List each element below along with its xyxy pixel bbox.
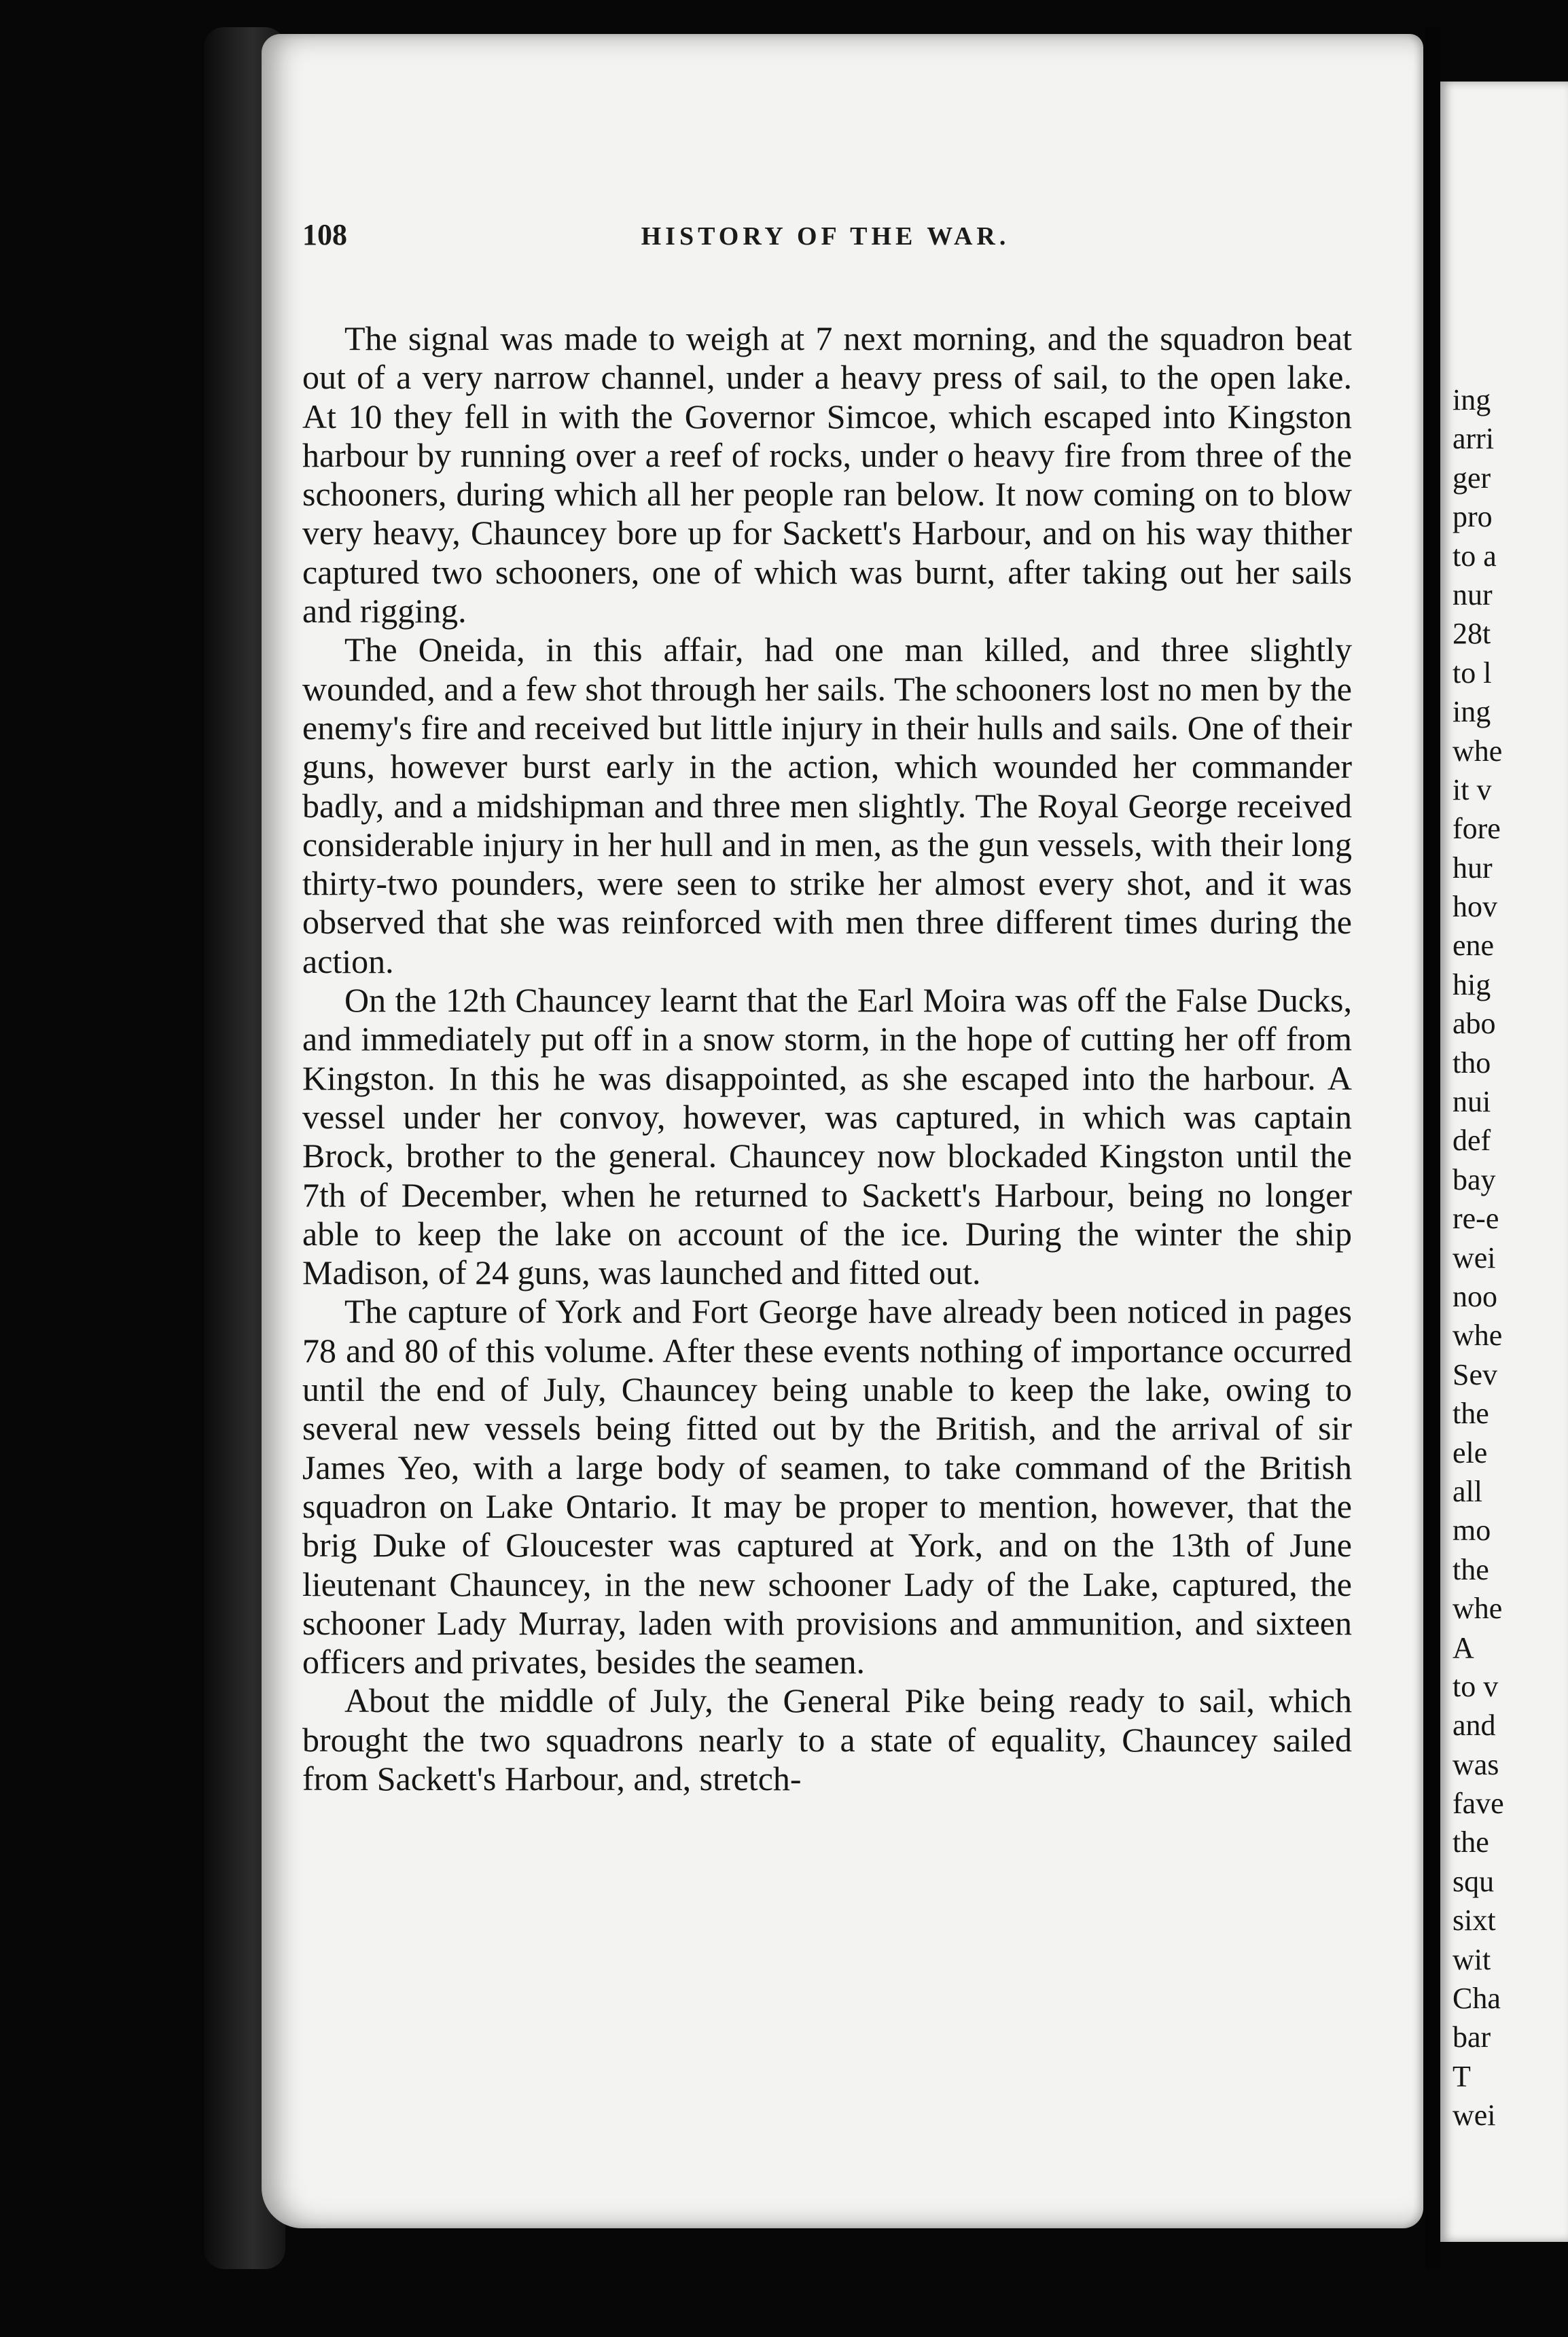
facing-page-line: to v <box>1453 1669 1499 1703</box>
facing-page-line: it v <box>1453 772 1492 806</box>
facing-page-line: wei <box>1453 1241 1496 1274</box>
facing-page-line: fave <box>1453 1787 1504 1821</box>
page-gutter <box>1425 27 1440 2269</box>
facing-page-line: ger <box>1453 461 1491 495</box>
page-header <box>302 217 1349 265</box>
facing-page-line: to a <box>1453 539 1497 573</box>
left-page <box>262 34 1423 2228</box>
facing-page-line: T <box>1453 2059 1471 2093</box>
facing-page-line: ene <box>1453 929 1495 963</box>
page-number: 108 <box>302 218 347 251</box>
facing-page-line: hov <box>1453 890 1497 924</box>
facing-page-line: hig <box>1453 967 1491 1001</box>
paragraph: The capture of York and Fort George have already been noticed in pages 78 and 80 of this volume. After these events nothing of importance occurred until the end of July, Chauncey being unable to keep the lake, owing to several new vessels being fitted out by the British, and the arrival of sir James Yeo, with a large body of seamen, to take command of the British squadron on Lake Ontario. It may be proper to mention, however, that the brig Duke of Gloucester was captured at York, and on the 13th of June lieutenant Chauncey, in the new schooner Lady of the Lake, captured, the schooner Lady Murray, laden with provisions and ammunition, and sixteen officers and privates, besides the seamen. <box>302 1292 1352 1681</box>
facing-page-line: bar <box>1453 2020 1491 2054</box>
facing-page-line: ele <box>1453 1435 1488 1469</box>
facing-page-line: whe <box>1453 1592 1503 1626</box>
facing-page-line: ing <box>1453 383 1491 416</box>
facing-page-line: sixt <box>1453 1904 1496 1938</box>
facing-page-text <box>1453 380 1568 2135</box>
facing-page-line: pro <box>1453 500 1493 534</box>
facing-page-line: the <box>1453 1397 1489 1431</box>
facing-page-line: A <box>1453 1630 1474 1664</box>
facing-page-line: squ <box>1453 1864 1495 1898</box>
facing-page-line: the <box>1453 1552 1489 1586</box>
facing-page-line: noo <box>1453 1279 1497 1313</box>
page-body <box>302 319 1352 1798</box>
facing-page-line: and <box>1453 1709 1496 1743</box>
facing-page-line: all <box>1453 1474 1482 1508</box>
facing-page-line: bay <box>1453 1162 1496 1196</box>
running-head: HISTORY OF THE WAR. <box>641 222 1010 251</box>
facing-page-line: to l <box>1453 656 1492 690</box>
facing-page-line: hur <box>1453 851 1493 885</box>
paragraph: On the 12th Chauncey learnt that the Earl Moira was off the False Ducks, and immediately put off in a snow storm, in the hope of cutting her off from Kingston. In this he was disappointed, as she escaped into the harbour. A vessel under her convoy, however, was captured, in which was captain Brock, brother to the general. Chauncey now blockaded Kingston until the 7th of December, when he returned to Sackett's Harbour, being no longer able to keep the lake on account of the ice. During the winter the ship Madison, of 24 guns, was launched and fitted out. <box>302 981 1352 1292</box>
facing-page-line: def <box>1453 1124 1491 1158</box>
facing-page-line: was <box>1453 1747 1499 1781</box>
facing-page-line: fore <box>1453 812 1501 846</box>
facing-page-line: abo <box>1453 1007 1496 1041</box>
paragraph: About the middle of July, the General Pike being ready to sail, which brought the two squadrons nearly to a state of equality, Chauncey sailed from Sackett's Harbour, and, stretch- <box>302 1681 1352 1798</box>
facing-page-line: mo <box>1453 1514 1491 1548</box>
facing-page-line: ing <box>1453 695 1491 729</box>
facing-page-line: the <box>1453 1825 1489 1859</box>
facing-page-edge <box>1440 82 1568 2242</box>
facing-page-line: tho <box>1453 1046 1491 1080</box>
facing-page-line: arri <box>1453 422 1495 456</box>
facing-page-line: nui <box>1453 1085 1491 1119</box>
facing-page-line: whe <box>1453 1319 1503 1353</box>
facing-page-line: nur <box>1453 577 1493 611</box>
facing-page-line: Cha <box>1453 1982 1501 2016</box>
facing-page-line: re-e <box>1453 1202 1499 1236</box>
paragraph: The Oneida, in this affair, had one man killed, and three slightly wounded, and a few shot through her sails. The schooners lost no men by the enemy's fire and received but little injury in their hulls and sails. One of their guns, however burst early in the action, which wounded her commander badly, and a midshipman and three men slightly. The Royal George received considerable injury in her hull and in men, as the gun vessels, with their long thirty-two pounders, were seen to strike her almost every shot, and it was observed that she was reinforced with men three different times during the action. <box>302 630 1352 980</box>
facing-page-line: 28t <box>1453 617 1491 651</box>
paragraph: The signal was made to weigh at 7 next morning, and the squadron beat out of a very narrow channel, under a heavy press of sail, to the open lake. At 10 they fell in with the Governor Simcoe, which escaped into Kingston harbour by running over a reef of rocks, under o heavy fire from three of the schooners, during which all her people ran below. It now coming on to blow very heavy, Chauncey bore up for Sackett's Harbour, and on his way thither captured two schooners, one of which was burnt, after taking out her sails and rigging. <box>302 319 1352 630</box>
facing-page-line: wit <box>1453 1942 1491 1976</box>
facing-page-line: Sev <box>1453 1357 1497 1391</box>
facing-page-line: whe <box>1453 734 1503 768</box>
facing-page-line: wei <box>1453 2099 1496 2133</box>
